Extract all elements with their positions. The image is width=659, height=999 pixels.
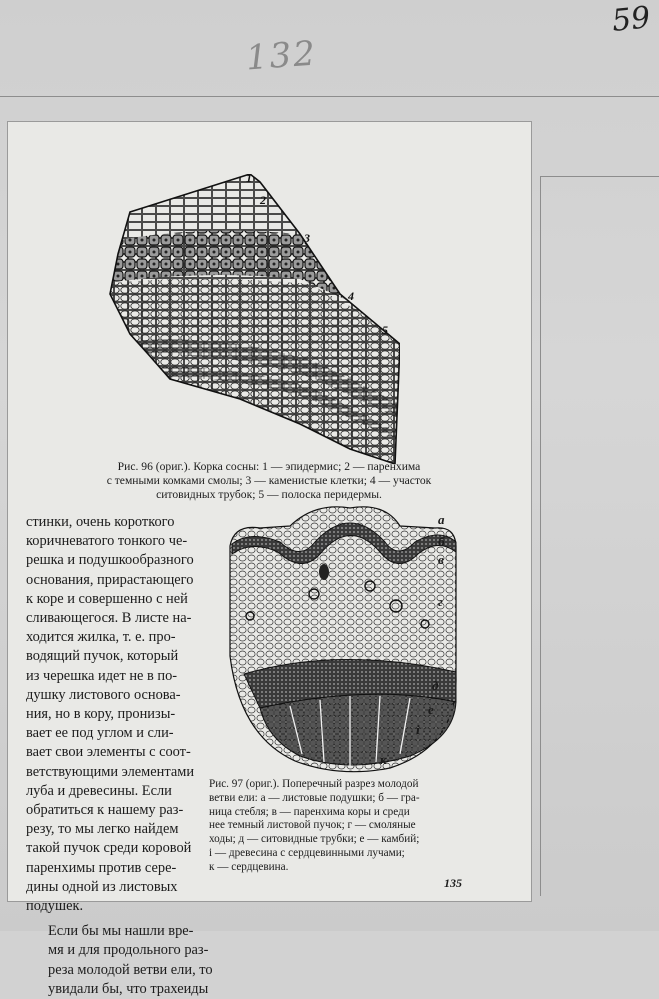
text-line: к коре и совершенно с ней bbox=[26, 590, 188, 607]
caption-line: Рис. 96 (ориг.). Корка сосны: 1 — эпидермис; 2 — паренхима bbox=[117, 460, 421, 473]
text-line: сливающегося. В листе на- bbox=[26, 610, 192, 627]
caption-line: нее темный листовой пучок; г — смоляные bbox=[209, 819, 416, 832]
figure-97-label-d: д bbox=[432, 678, 439, 693]
text-line: вает свои элементы с соот- bbox=[26, 744, 191, 761]
figure-97-label-e: е bbox=[428, 702, 434, 717]
body-text-column bbox=[26, 513, 212, 999]
book-page bbox=[8, 122, 531, 997]
scan-edge-line bbox=[0, 96, 659, 97]
figure-97-label-i: і bbox=[416, 722, 420, 737]
text-line: резу, то мы легко найдем bbox=[26, 821, 179, 838]
text-line: коричневатого тонкого че- bbox=[26, 533, 188, 550]
caption-line: Рис. 97 (ориг.). Поперечный разрез молодой bbox=[209, 778, 419, 790]
scan-edge-line bbox=[540, 176, 659, 177]
figure-97-label-g: г bbox=[438, 594, 443, 609]
handwritten-archive-number: 132 bbox=[244, 33, 319, 79]
text-line: мя и для продольного раз- bbox=[48, 942, 209, 959]
figure-96-illustration bbox=[100, 174, 400, 464]
text-line: Если бы мы нашли вре- bbox=[48, 923, 194, 940]
figure-96-label-3: 3 bbox=[304, 231, 310, 245]
caption-line: ница стебля; в — паренхима коры и среди bbox=[209, 805, 410, 818]
figure-96-caption bbox=[53, 460, 485, 502]
figure-97-label-a: а bbox=[438, 512, 445, 527]
text-line: из черешка идет не в по- bbox=[26, 667, 178, 684]
figure-96-label-1: 1 bbox=[246, 174, 252, 185]
caption-line: ходы; д — ситовидные трубки; е — камбий; bbox=[209, 833, 420, 846]
text-line: основания, прирастающего bbox=[26, 571, 194, 588]
caption-line: с темными комками смолы; 3 — каменистые клетки; 4 — участок bbox=[106, 474, 432, 487]
text-line: луба и древесины. Если bbox=[26, 782, 172, 799]
caption-line: ветви ели: а — листовые подушки; б — гра- bbox=[209, 791, 420, 804]
text-line: водящий пучок, который bbox=[26, 648, 179, 665]
caption-line: к — сердцевина. bbox=[209, 860, 289, 873]
figure-97-caption bbox=[209, 778, 471, 875]
handwritten-corner-number: 59 bbox=[610, 0, 652, 39]
caption-line: ситовидных трубок; 5 — полоска перидермы. bbox=[156, 488, 382, 501]
page-number: 135 bbox=[444, 876, 462, 890]
text-line: ветствующими элементами bbox=[26, 763, 195, 780]
paragraph-1 bbox=[26, 513, 212, 916]
figure-96-label-4: 4 bbox=[348, 289, 354, 303]
figure-97-label-v: в bbox=[438, 552, 444, 567]
caption-line: і — древесина с сердцевинными лучами; bbox=[209, 846, 405, 859]
text-line: дины одной из листовых bbox=[26, 878, 178, 895]
figure-97-label-k: к bbox=[380, 752, 387, 767]
text-line: вает ее под углом и сли- bbox=[26, 725, 174, 742]
text-line: такой пучок среди коровой bbox=[26, 840, 192, 857]
text-line: решка и подушкообразного bbox=[26, 552, 194, 569]
figure-97-label-b: б bbox=[438, 534, 445, 549]
text-line: душку листового основа- bbox=[26, 686, 181, 703]
text-line: ходится жилка, т. е. про- bbox=[26, 629, 176, 646]
paragraph-2 bbox=[26, 922, 212, 999]
text-line: подушек. bbox=[26, 898, 84, 915]
figure-97-illustration bbox=[220, 506, 470, 778]
text-line: обратиться к нашему раз- bbox=[26, 802, 184, 819]
figure-96-label-5: 5 bbox=[382, 323, 388, 337]
scan-edge-line bbox=[540, 176, 541, 896]
text-line: увидали бы, что трахеиды bbox=[48, 980, 209, 997]
text-line: паренхимы против сере- bbox=[26, 859, 177, 876]
text-line: ния, но в кору, пронизы- bbox=[26, 706, 176, 723]
text-line: реза молодой ветви ели, то bbox=[48, 961, 213, 978]
text-line: стинки, очень короткого bbox=[26, 514, 175, 530]
figure-96-label-2: 2 bbox=[260, 193, 266, 207]
